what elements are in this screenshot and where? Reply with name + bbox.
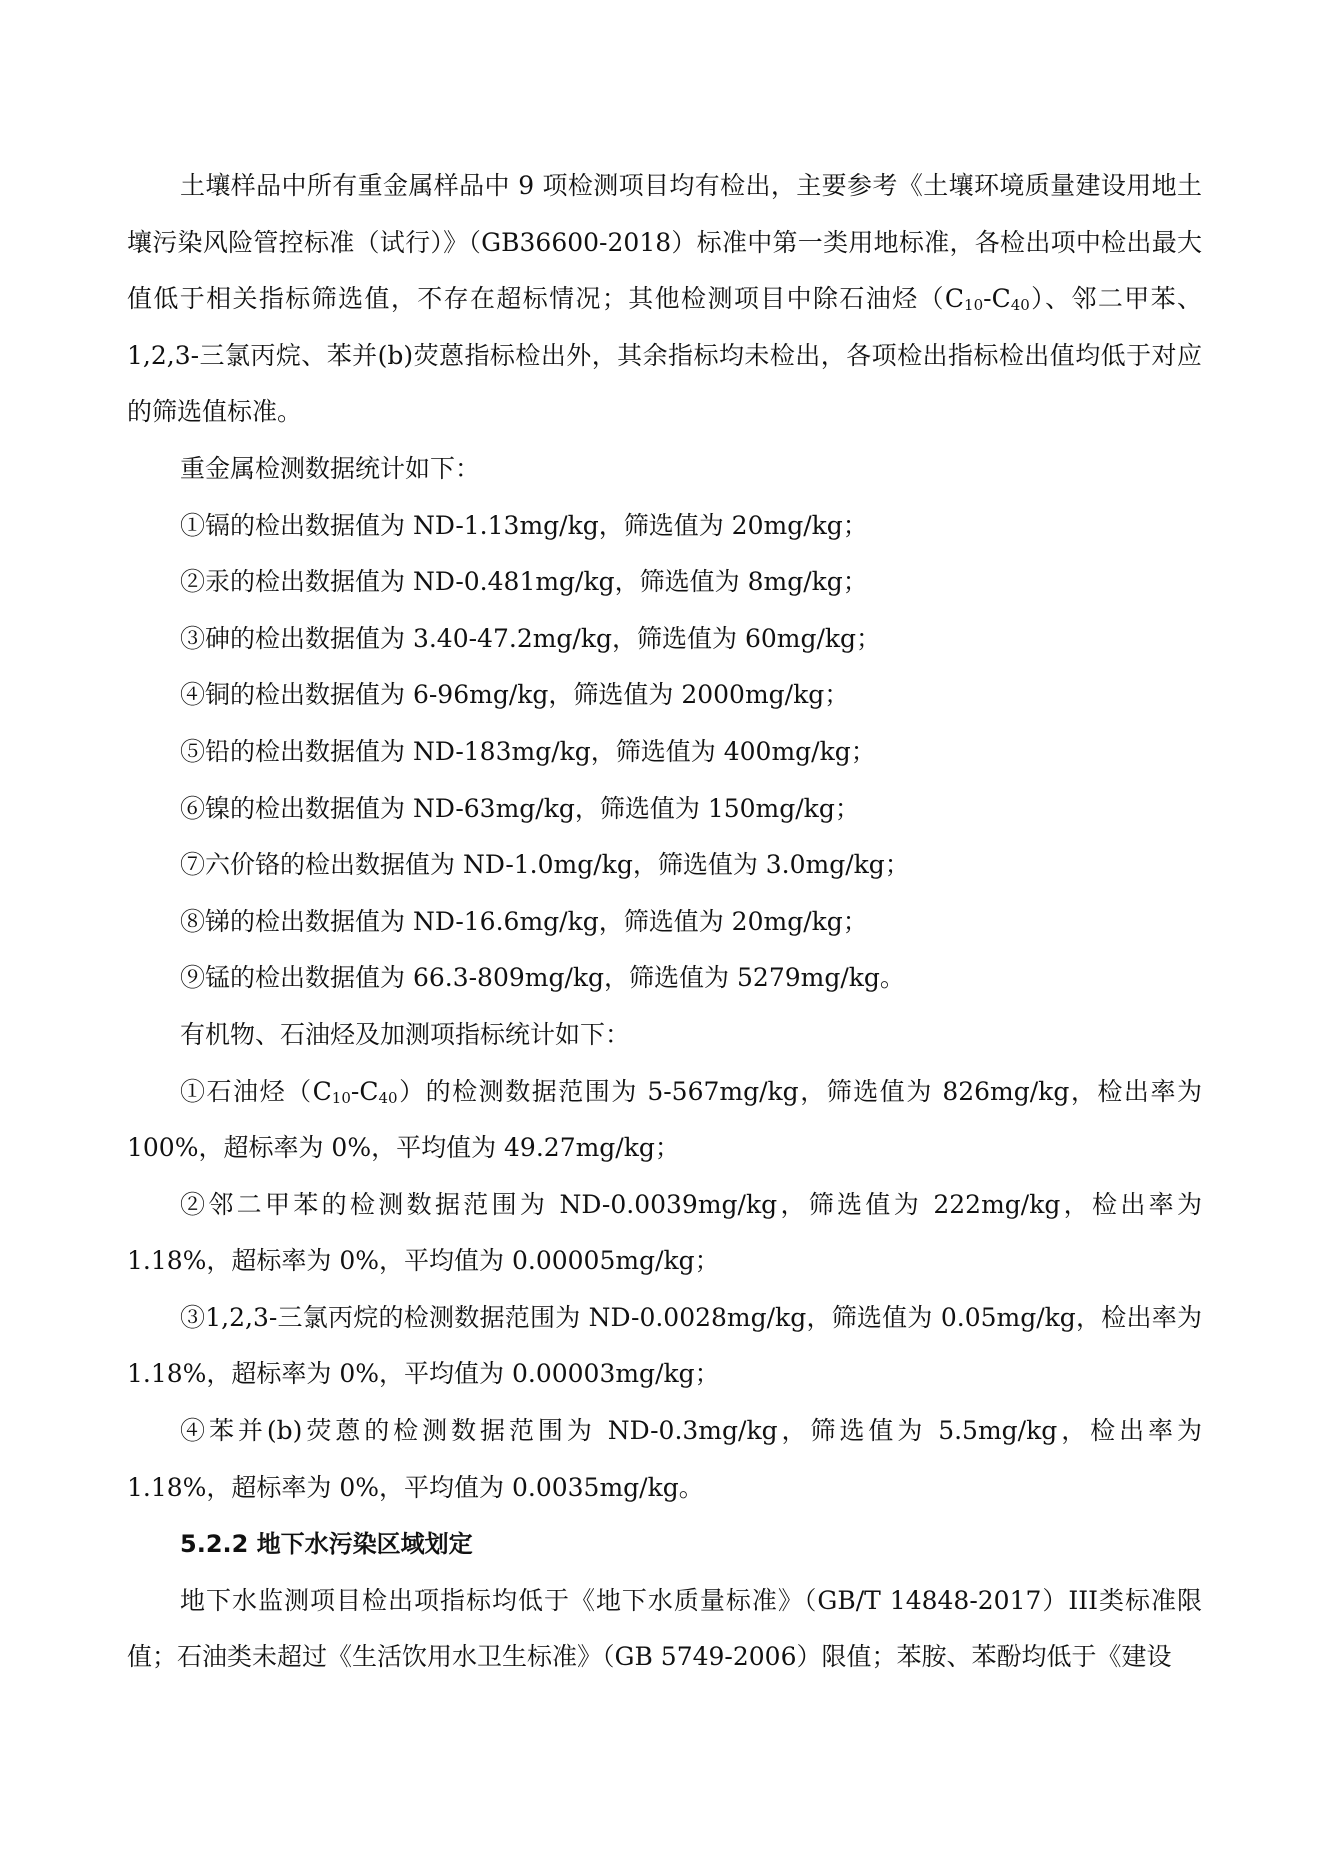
organics-heading: 有机物、石油烃及加测项指标统计如下： (180, 1019, 631, 1049)
intro-paragraph (127, 158, 1202, 441)
organic-item-benzofluoranthene: ④苯并(b)荧蒽的检测数据范围为 ND-0.3mg/kg，筛选值为 5.5mg/kg，检出率为 1.18%，超标率为 0%，平均值为 0.0035mg/kg。 (127, 1416, 1202, 1502)
organic-item-trichloropropane: ③1,2,3-三氯丙烷的检测数据范围为 ND-0.0028mg/kg，筛选值为 0.05mg/kg，检出率为 1.18%，超标率为 0%，平均值为 0.00003mg/kg； (127, 1302, 1202, 1389)
org1-text-b: -C (350, 1076, 379, 1106)
intro-text-a: 土壤样品中所有重金属样品中 9 项检测项目均有检出，主要参考《土壤环境质量建设用地土壤污染风险管控标准（试行）》（GB36600-2018）标准中第一类用地标准，各检出项中检出最大值低于相关指标筛选值，不存在超标情况；其他检测项目中除石油烃（C (127, 171, 1202, 314)
metal-item: ③砷的检出数据值为 3.40-47.2mg/kg，筛选值为 60mg/kg； (180, 623, 882, 653)
intro-text-b: -C (983, 284, 1011, 314)
metal-item: ②汞的检出数据值为 ND-0.481mg/kg，筛选值为 8mg/kg； (180, 567, 868, 597)
document-page (127, 158, 1202, 1686)
subscript-10: 10 (331, 1088, 351, 1107)
intro-text-c: ）、邻二甲苯、1,2,3-三氯丙烷、苯并(b)荧蒽指标检出外，其余指标均未检出，各项检出指标检出值均低于对应的筛选值标准。 (127, 284, 1202, 427)
metal-item: ⑥镍的检出数据值为 ND-63mg/kg，筛选值为 150mg/kg； (180, 793, 860, 823)
organic-item-xylene: ②邻二甲苯的检测数据范围为 ND-0.0039mg/kg，筛选值为 222mg/kg，检出率为 1.18%，超标率为 0%，平均值为 0.00005mg/kg； (127, 1189, 1202, 1276)
metal-item: ④铜的检出数据值为 6-96mg/kg，筛选值为 2000mg/kg； (180, 680, 850, 710)
org1-text-a: ①石油烃（C (180, 1076, 332, 1106)
section-heading: 5.2.2 地下水污染区域划定 (180, 1530, 473, 1559)
subscript-40: 40 (1010, 296, 1030, 315)
metal-item: ⑧锑的检出数据值为 ND-16.6mg/kg，筛选值为 20mg/kg； (180, 906, 868, 936)
groundwater-paragraph: 地下水监测项目检出项指标均低于《地下水质量标准》（GB/T 14848-2017）III类标准限值；石油类未超过《生活饮用水卫生标准》（GB 5749-2006）限值；苯胺、苯酚均低于《建设 (127, 1585, 1202, 1672)
metal-item: ⑨锰的检出数据值为 66.3-809mg/kg，筛选值为 5279mg/kg。 (180, 963, 905, 993)
metal-item: ①镉的检出数据值为 ND-1.13mg/kg，筛选值为 20mg/kg； (180, 510, 868, 540)
subscript-10: 10 (964, 296, 984, 315)
metal-item: ⑦六价铬的检出数据值为 ND-1.0mg/kg，筛选值为 3.0mg/kg； (180, 850, 910, 880)
organic-item-petroleum (127, 1064, 1202, 1177)
org1-text-c: ）的检测数据范围为 5-567mg/kg，筛选值为 826mg/kg，检出率为 100%，超标率为 0%，平均值为 49.27mg/kg； (127, 1076, 1202, 1163)
metals-heading: 重金属检测数据统计如下： (180, 453, 481, 483)
subscript-40: 40 (378, 1088, 398, 1107)
metal-item: ⑤铅的检出数据值为 ND-183mg/kg，筛选值为 400mg/kg； (180, 736, 876, 766)
